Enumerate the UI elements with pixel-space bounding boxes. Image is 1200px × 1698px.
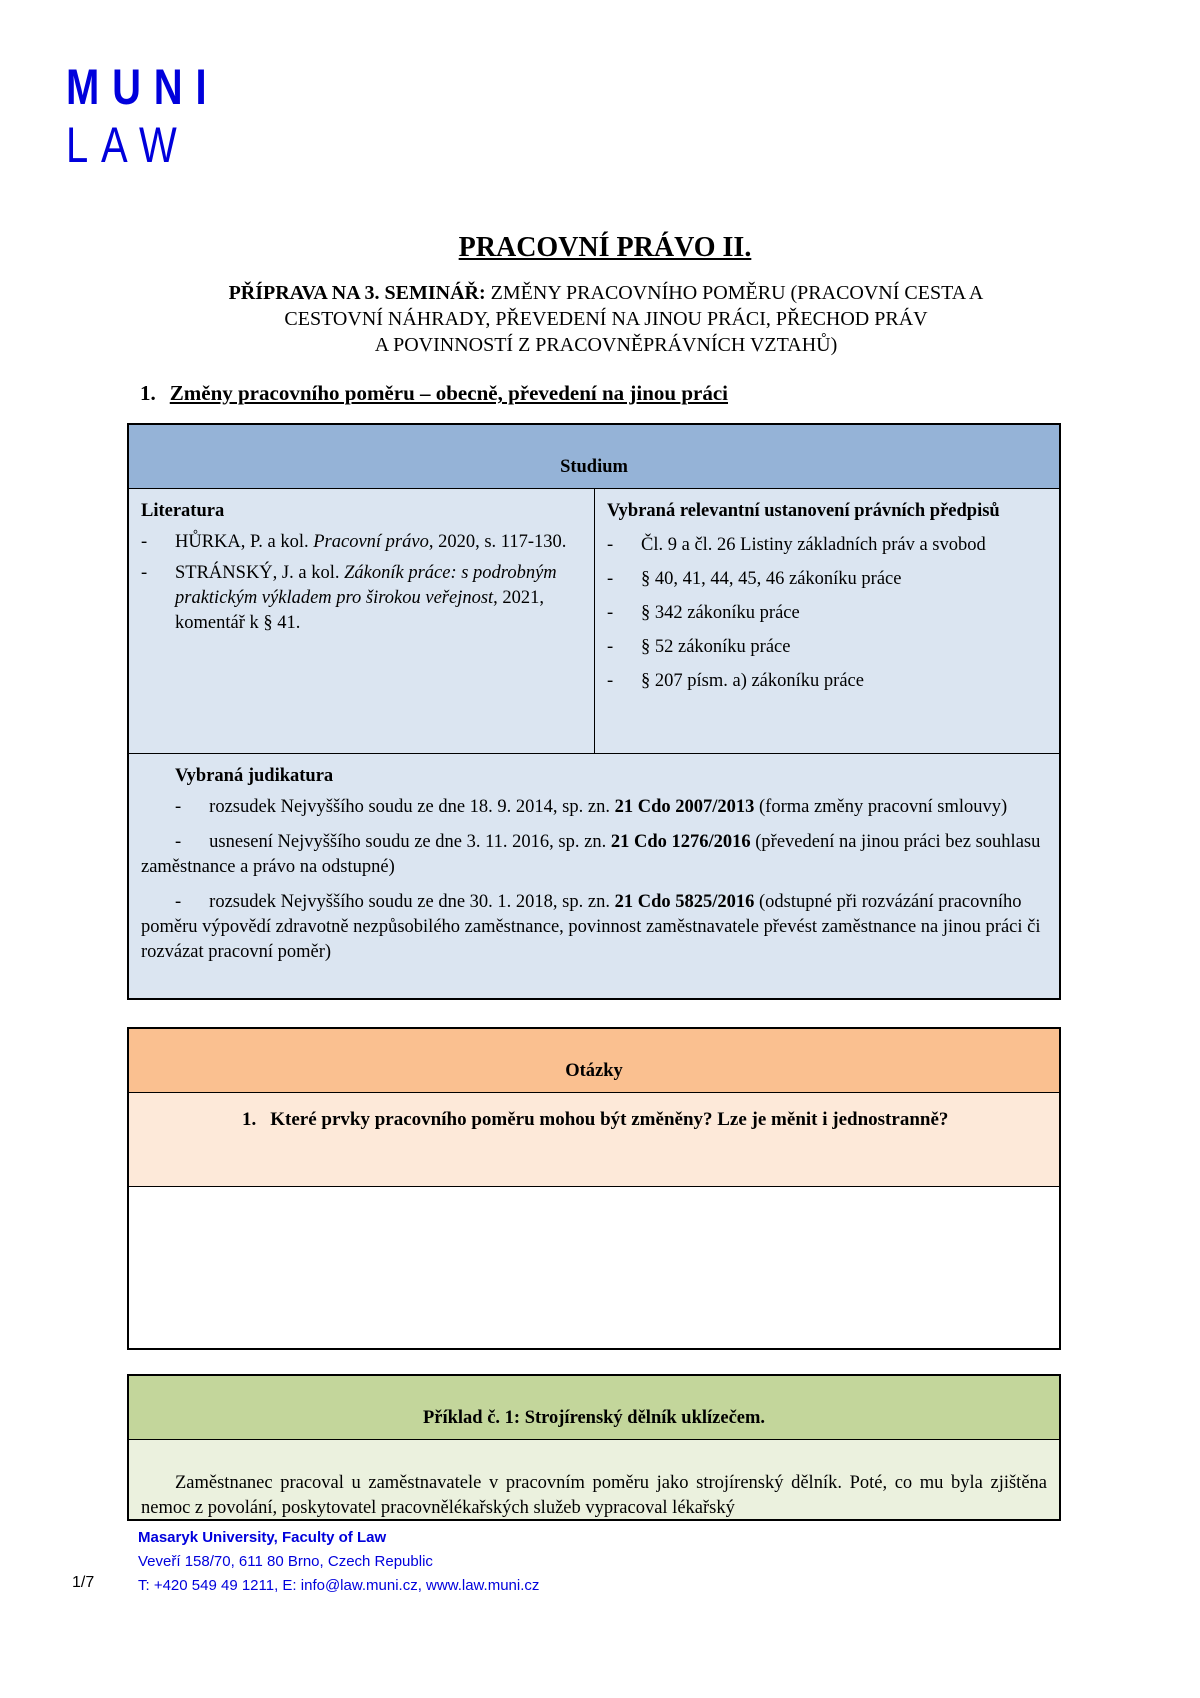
section-title: Změny pracovního poměru – obecně, převedení na jinou práci xyxy=(169,381,729,405)
literatura-column xyxy=(129,489,595,753)
subtitle-prefix: PŘÍPRAVA NA 3. SEMINÁŘ: xyxy=(228,282,486,304)
list-item: - § 52 zákoníku práce xyxy=(607,635,1047,660)
answer-area[interactable] xyxy=(129,1187,1059,1348)
logo-law: LAW xyxy=(66,117,190,173)
literatura-item-text: , 2020, s. 117-130. xyxy=(428,532,567,552)
list-item: - § 342 zákoníku práce xyxy=(607,601,1047,626)
list-item xyxy=(141,561,582,636)
judikatura-item-text: usnesení Nejvyššího soudu ze dne 3. 11. 2016, sp. zn. xyxy=(209,832,611,852)
literatura-item-title: Zákoník práce: s podrobným praktickým výkladem pro širokou veřejnost xyxy=(175,563,557,608)
footer-address: Veveří 158/70, 611 80 Brno, Czech Republic xyxy=(138,1553,433,1570)
studium-box xyxy=(127,423,1061,1000)
list-item: - rozsudek Nejvyššího soudu ze dne 30. 1. 2018, sp. zn. 21 Cdo 5825/2016 (odstupné při rozvázání pracovního poměru výpovědí zdravotně nezpůsobilého zaměstnance, povinnost zaměstnavatele převést zaměstnance na jinou práci či rozvázat pracovní poměr) xyxy=(141,892,1041,962)
footer-contact: T: +420 549 49 1211, E: info@law.muni.cz, www.law.muni.cz xyxy=(138,1577,540,1594)
document-title: PRACOVNÍ PRÁVO II. xyxy=(458,232,752,263)
literatura-list xyxy=(141,530,582,636)
judikatura-item-text: rozsudek Nejvyššího soudu ze dne 30. 1. 2018, sp. zn. xyxy=(209,892,615,912)
literatura-item-title: Pracovní právo xyxy=(313,532,429,552)
section-number: 1. xyxy=(140,381,156,405)
case-number: 21 Cdo 5825/2016 xyxy=(614,892,755,912)
logo-muni: MUNI xyxy=(66,59,220,115)
studium-header: Studium xyxy=(129,425,1059,489)
list-item: - Čl. 9 a čl. 26 Listiny základních práv a svobod xyxy=(607,533,1047,558)
list-item: - rozsudek Nejvyššího soudu ze dne 18. 9. 2014, sp. zn. 21 Cdo 2007/2013 (forma změny pracovní smlouvy) xyxy=(175,797,1008,817)
question-text: Které prvky pracovního poměru mohou být změněny? Lze je měnit i jednostranně? xyxy=(270,1109,949,1130)
otazky-header: Otázky xyxy=(129,1029,1059,1093)
judikatura-item-text: (forma změny pracovní smlouvy) xyxy=(754,797,1008,817)
question-number: 1. xyxy=(242,1109,257,1130)
ustanoveni-list xyxy=(607,533,1047,694)
literatura-item-text: STRÁNSKÝ, J. a kol. xyxy=(175,563,345,583)
literatura-item-text: HŮRKA, P. a kol. xyxy=(175,532,314,552)
page-number: 1/7 xyxy=(72,1574,95,1591)
subtitle-line2: CESTOVNÍ NÁHRADY, PŘEVEDENÍ NA JINOU PRÁCI, PŘECHOD PRÁV xyxy=(284,308,928,330)
list-item: - usnesení Nejvyššího soudu ze dne 3. 11. 2016, sp. zn. 21 Cdo 1276/2016 (převedení na jinou práci bez souhlasu zaměstnance a právo na odstupné) xyxy=(141,832,1041,877)
subtitle-line1: ZMĚNY PRACOVNÍHO POMĚRU (PRACOVNÍ CESTA A xyxy=(485,282,984,304)
list-item xyxy=(141,530,582,555)
judikatura-section xyxy=(129,754,1059,985)
document-subtitle xyxy=(140,280,1072,358)
studium-columns xyxy=(129,489,1059,754)
priklad-text: Zaměstnanec pracoval u zaměstnavatele v pracovním poměru jako strojírenský dělník. Poté, co mu byla zjištěna nemoc z povolání, poskytovatel pracovnělékařských služeb vypracoval lékařský xyxy=(141,1472,1047,1518)
literatura-title: Literatura xyxy=(141,501,225,521)
case-number: 21 Cdo 1276/2016 xyxy=(610,832,751,852)
judikatura-item-text: (převedení na jinou práci bez souhlasu zaměstnance a právo na odstupné) xyxy=(141,832,1041,877)
otazky-box xyxy=(127,1027,1061,1350)
subtitle-line3: A POVINNOSTÍ Z PRACOVNĚPRÁVNÍCH VZTAHŮ) xyxy=(374,334,838,356)
case-number: 21 Cdo 2007/2013 xyxy=(614,797,755,817)
footer xyxy=(138,1526,539,1598)
priklad-header: Příklad č. 1: Strojírenský dělník uklízečem. xyxy=(129,1376,1059,1440)
ustanoveni-title: Vybraná relevantní ustanovení právních předpisů xyxy=(607,501,1000,521)
ustanoveni-column xyxy=(595,489,1059,753)
question-1 xyxy=(129,1093,1059,1187)
footer-org: Masaryk University, Faculty of Law xyxy=(138,1529,387,1546)
muni-law-logo xyxy=(66,59,258,173)
judikatura-title: Vybraná judikatura xyxy=(175,766,334,786)
judikatura-item-text: rozsudek Nejvyššího soudu ze dne 18. 9. 2014, sp. zn. xyxy=(209,797,615,817)
literatura-item-text: , 2021, komentář k § 41. xyxy=(175,588,545,633)
list-item: - § 207 písm. a) zákoníku práce xyxy=(607,669,1047,694)
priklad-box xyxy=(127,1374,1061,1521)
list-item: - § 40, 41, 44, 45, 46 zákoníku práce xyxy=(607,567,1047,592)
section-heading xyxy=(140,381,728,406)
judikatura-item-text: (odstupné při rozvázání pracovního poměru výpovědí zdravotně nezpůsobilého zaměstnance, povinnost zaměstnavatele převést zaměstnance na jinou práci či rozvázat pracovní poměr) xyxy=(141,892,1041,962)
